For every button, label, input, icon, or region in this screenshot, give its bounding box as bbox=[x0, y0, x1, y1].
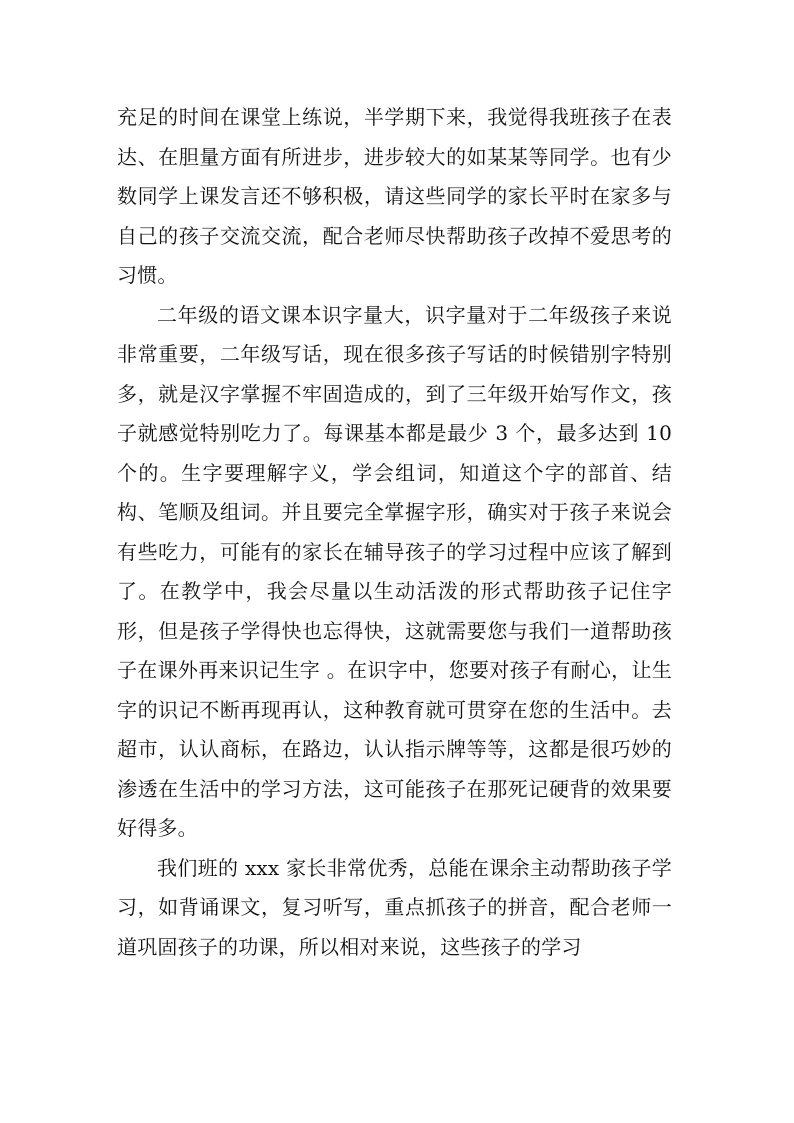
paragraph-1: 充足的时间在课堂上练说，半学期下来，我觉得我班孩子在表达、在胆量方面有所进步，进步较大的如某某等同学。也有少数同学上课发言还不够积极，请这些同学的家长平时在家多与自己的孩子交流交流，配合老师尽快帮助孩子改掉不爱思考的习惯。 bbox=[117, 105, 672, 287]
paragraph-2: 二年级的语文课本识字量大，识字量对于二年级孩子来说非常重要，二年级写话，现在很多孩子写话的时候错别字特别多，就是汉字掌握不牢固造成的，到了三年级开始写作文，孩子就感觉特别吃力了。每课基本都是最少 3 个，最多达到 10 个的。生字要理解字义，学会组词，知道这个字的部首、结构、笔顺及组词。并且要完全掌握字形，确实对于孩子来说会有些吃力，可能有的家长在辅导孩子的学习过程中应该了解到了。在教学中，我会尽量以生动活泼的形式帮助孩子记住字形，但是孩子学得快也忘得快，这就需要您与我们一道帮助孩子在课外再来识记生字 。在识字中，您要对孩子有耐心，让生字的识记不断再现再认，这种教育就可贯穿在您的生活中。去超市，认认商标，在路边，认认指示牌等等，这都是很巧妙的渗透在生活中的学习方法，这可能孩子在那死记硬背的效果要好得多。 bbox=[117, 302, 672, 840]
document-body bbox=[117, 98, 672, 967]
paragraph-3: 我们班的 xxx 家长非常优秀，总能在课余主动帮助孩子学习，如背诵课文，复习听写，重点抓孩子的拼音，配合老师一道巩固孩子的功课，所以相对来说，这些孩子的学习 bbox=[117, 855, 672, 959]
